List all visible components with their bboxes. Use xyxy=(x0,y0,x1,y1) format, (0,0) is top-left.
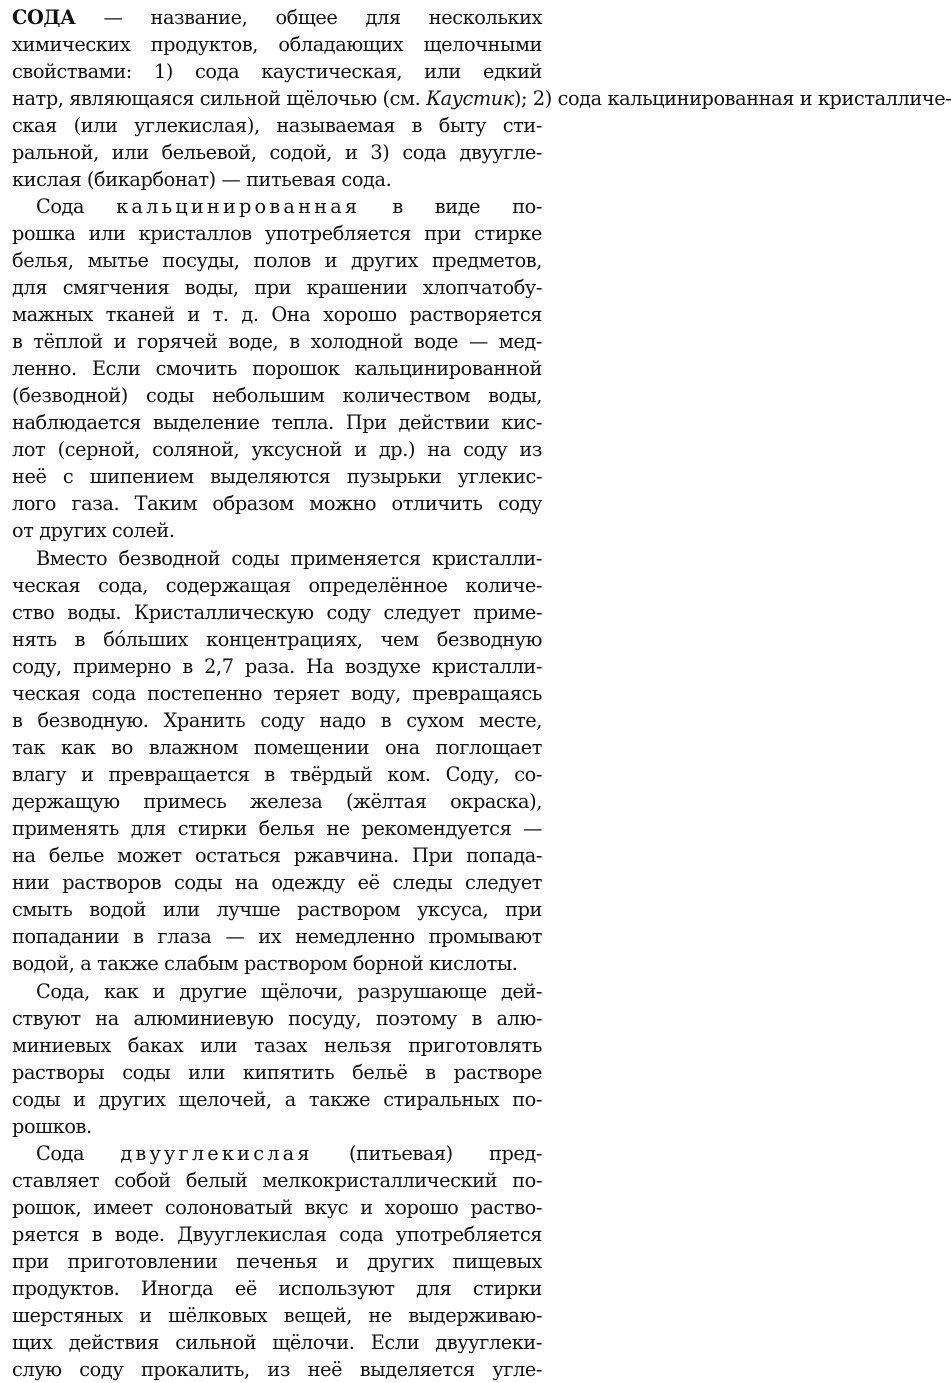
text-line: неё с шипением выделяются пузырьки углекис- xyxy=(12,465,542,488)
text-line: при приготовлении печенья и других пищевых xyxy=(12,1250,542,1273)
text-line: Сода кальцинированная в виде по- xyxy=(36,195,543,218)
text-line: нии растворов соды на одежду её следы следует xyxy=(12,871,542,894)
text-line: рошка или кристаллов употребляется при стирке xyxy=(12,222,542,245)
text-line: держащую примесь железа (жёлтая окраска), xyxy=(12,790,542,813)
text-line: растворы соды или кипятить бельё в растворе xyxy=(12,1061,542,1084)
text-line: Сода двууглекислая (питьевая) пред- xyxy=(36,1142,542,1165)
text-line: Вместо безводной соды применяется кристалли- xyxy=(36,547,542,570)
text-line: лого газа. Таким образом можно отличить соду xyxy=(12,492,542,515)
spaced-term: кальцинированная xyxy=(116,195,361,218)
text-line: СОДА — название, общее для нескольких xyxy=(12,6,542,29)
text-line: ская (или углекислая), называемая в быту сти- xyxy=(12,114,542,137)
text-line: ленно. Если смочить порошок кальцинированной xyxy=(12,357,542,380)
text-line: продуктов. Иногда её используют для стирки xyxy=(12,1277,542,1300)
cross-reference-link: Каустик xyxy=(426,87,514,110)
text-line: шерстяных и шёлковых вещей, не выдерживаю- xyxy=(12,1304,542,1327)
text-line: кислая (бикарбонат) — питьевая сода. xyxy=(12,168,392,191)
text-line: ческая сода постепенно теряет воду, превращаясь xyxy=(12,682,542,705)
text-line: белья, мытье посуды, полов и других предметов, xyxy=(12,249,542,272)
text-line: от других солей. xyxy=(12,519,175,542)
text-line: слую соду прокалить, из неё выделяется угле- xyxy=(12,1358,542,1381)
text-line: применять для стирки белья не рекомендуется — xyxy=(12,817,542,840)
text-line: Сода, как и другие щёлочи, разрушающе дей- xyxy=(36,980,542,1003)
text-line: рошков. xyxy=(12,1115,92,1138)
text-line: на белье может остаться ржавчина. При попада- xyxy=(12,844,542,867)
text-line: ставляет собой белый мелкокристаллический по- xyxy=(12,1169,542,1192)
text-line: свойствами: 1) сода каустическая, или едкий xyxy=(12,60,542,83)
text-line: мажных тканей и т. д. Она хорошо растворяется xyxy=(12,303,542,326)
text-line: соды и других щелочей, а также стиральных по- xyxy=(12,1088,542,1111)
text-line: щих действия сильной щёлочи. Если двууглеки- xyxy=(12,1331,542,1354)
text-line: ряется в воде. Двууглекислая сода употребляется xyxy=(12,1223,542,1246)
text-line: химических продуктов, обладающих щелочными xyxy=(12,33,542,56)
text-line: водой, а также слабым раствором борной кислоты. xyxy=(12,952,518,975)
text-line: натр, являющаяся сильной щёлочью (см. Каустик); 2) сода кальцинированная и кристалличе- xyxy=(12,87,951,110)
spaced-term: двууглекислая xyxy=(120,1142,313,1165)
text-line: попадании в глаза — их немедленно промывают xyxy=(12,925,542,948)
article-headword: СОДА xyxy=(12,6,76,29)
text-line: смыть водой или лучше раствором уксуса, при xyxy=(12,898,542,921)
text-line: (безводной) соды небольшим количеством воды, xyxy=(12,384,542,407)
text-line: соду, примерно в 2,7 раза. На воздухе кристалли- xyxy=(12,655,542,678)
text-line: рошок, имеет солоноватый вкус и хорошо раство- xyxy=(12,1196,542,1219)
text-line: так как во влажном помещении она поглощает xyxy=(12,736,542,759)
text-line: ральной, или бельевой, содой, и 3) сода двуугле- xyxy=(12,141,542,164)
text-line: влагу и превращается в твёрдый ком. Соду, со- xyxy=(12,763,542,786)
text-line: в тёплой и горячей воде, в холодной воде — мед- xyxy=(12,330,542,353)
text-line: миниевых баках или тазах нельзя приготовлять xyxy=(12,1034,542,1057)
text-line: в безводную. Хранить соду надо в сухом месте, xyxy=(12,709,542,732)
text-line: для смягчения воды, при крашении хлопчатобу- xyxy=(12,276,542,299)
text-line: ствуют на алюминиевую посуду, поэтому в алю- xyxy=(12,1007,542,1030)
text-line: лот (серной, соляной, уксусной и др.) на соду из xyxy=(12,438,542,461)
text-line: ство воды. Кристаллическую соду следует приме- xyxy=(12,601,542,624)
text-line: наблюдается выделение тепла. При действии кис- xyxy=(12,411,542,434)
text-line: ческая сода, содержащая определённое количе- xyxy=(12,574,542,597)
text-line: нять в бóльших концентрациях, чем безводную xyxy=(12,628,542,651)
